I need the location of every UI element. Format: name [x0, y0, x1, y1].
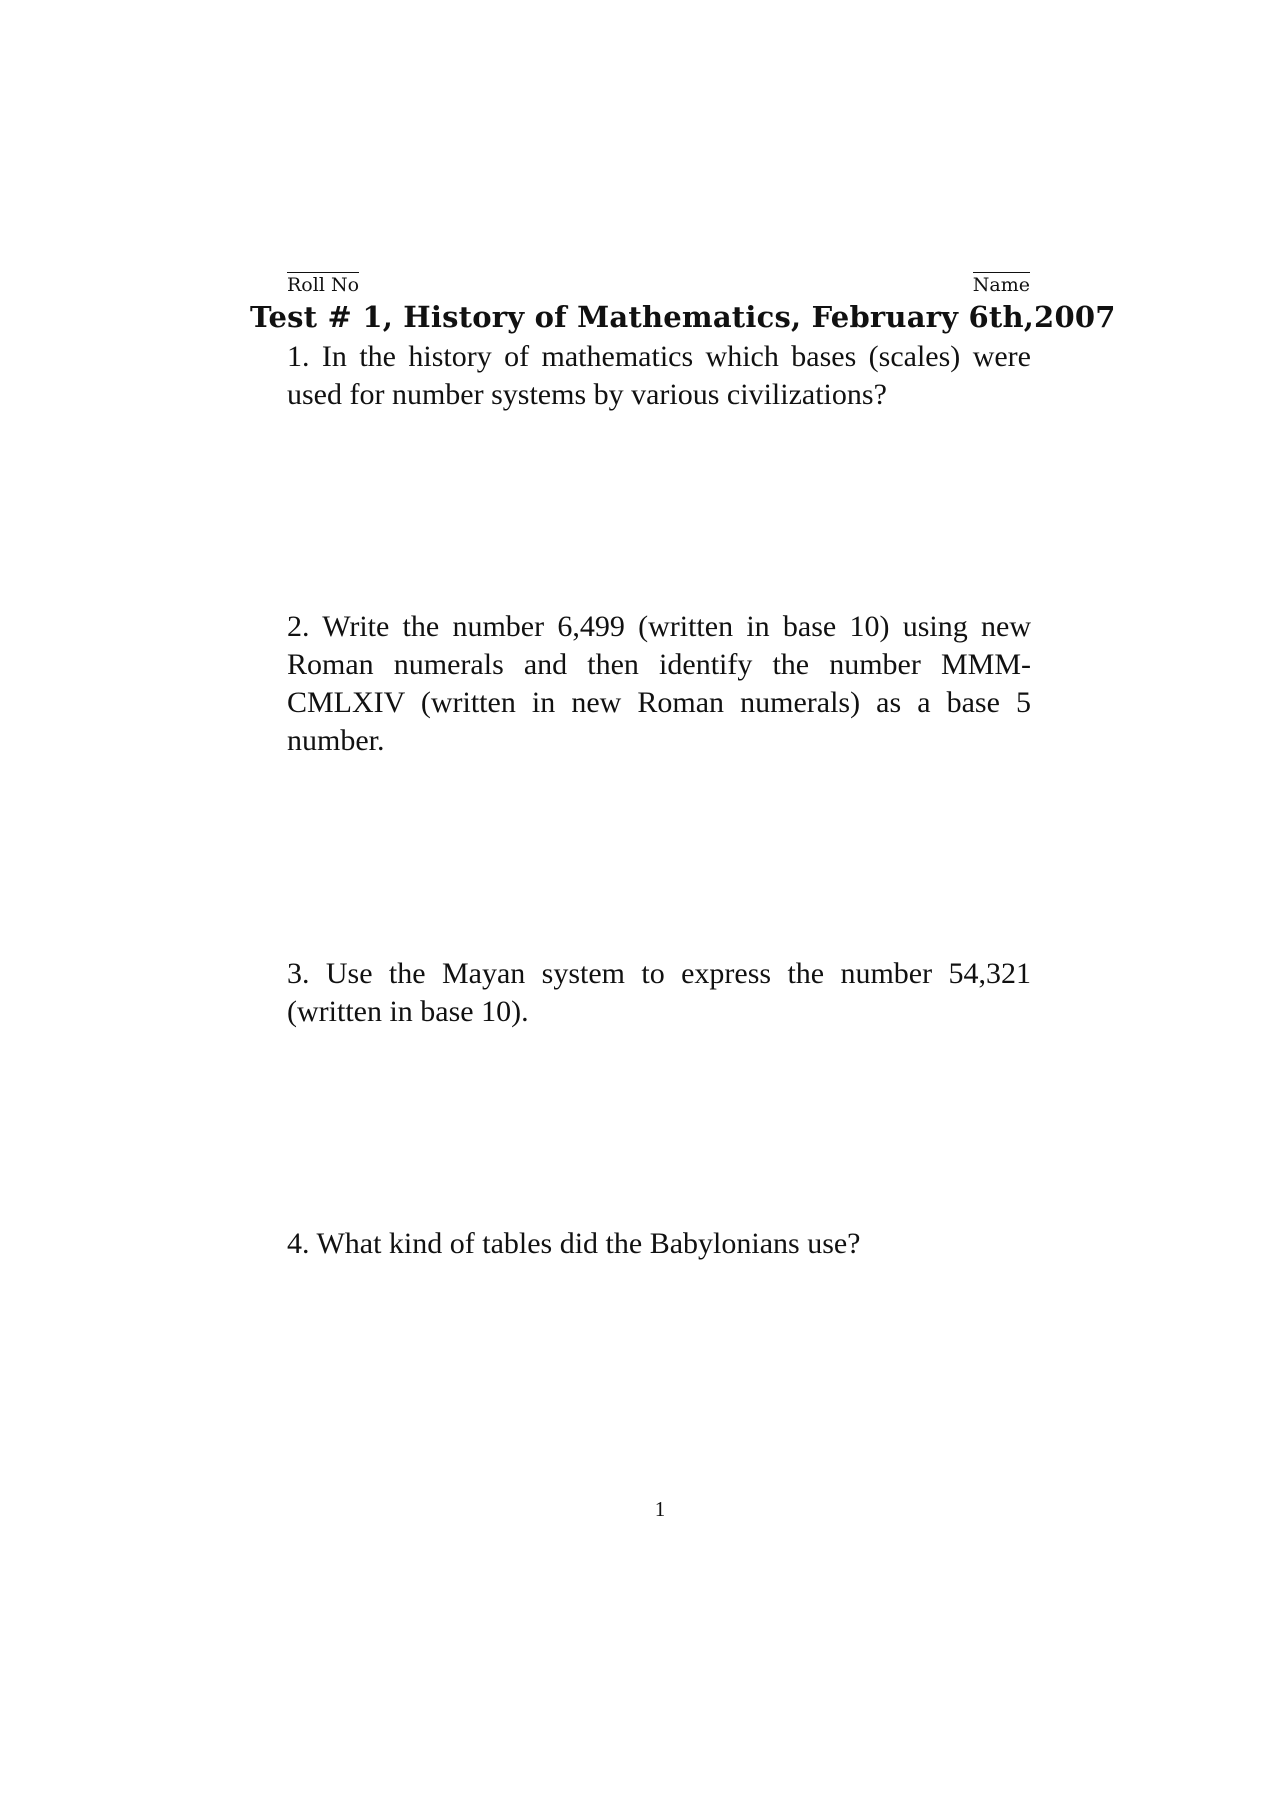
question-1: 1. In the history of mathematics which bases (scales) were used for number systems by various civilizations?: [287, 340, 1031, 411]
roll-number-field-label: Roll No: [287, 274, 360, 296]
question-4: 4. What kind of tables did the Babylonians use?: [287, 1227, 861, 1260]
question-2: 2. Write the number 6,499 (written in base 10) using new Roman numerals and then identify the number MMM-CMLXIV (written in new Roman numerals) as a base 5 number.: [287, 610, 1031, 757]
question-3: 3. Use the Mayan system to express the number 54,321 (written in base 10).: [287, 957, 1031, 1028]
page-number: 1: [654, 1497, 666, 1521]
name-field-label: Name: [972, 274, 1030, 296]
page-title: Test # 1, History of Mathematics, February 6th,2007: [250, 300, 1116, 334]
